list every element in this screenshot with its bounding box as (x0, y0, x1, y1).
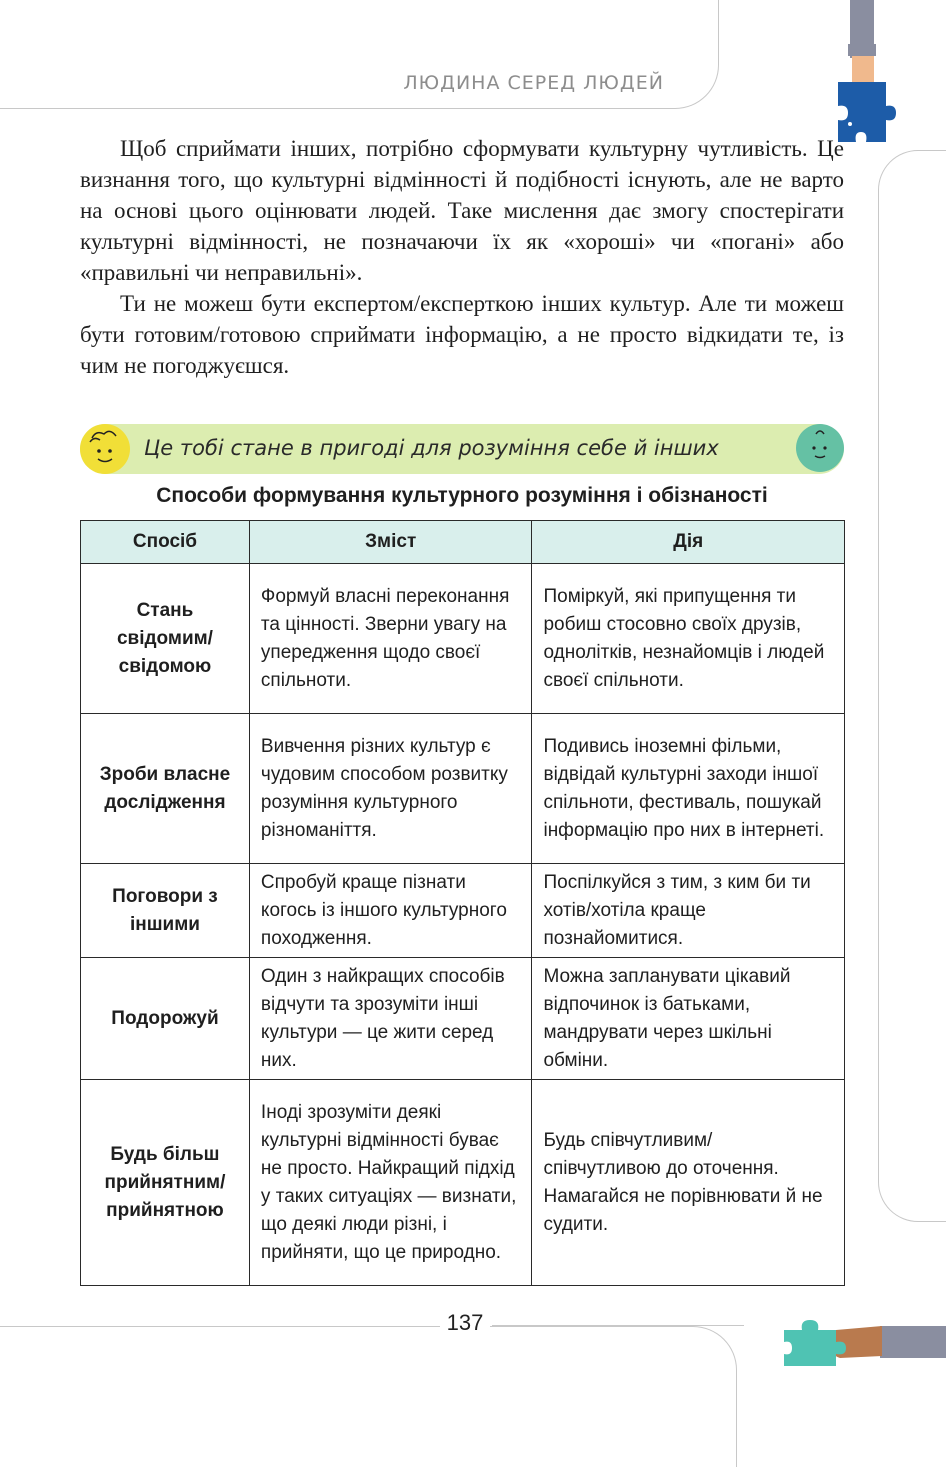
content-cell: Один з найкращих способів відчути та зрозуміти інші культури — це жити серед них. (249, 958, 532, 1080)
table-row (81, 1080, 845, 1286)
method-cell: Поговори з іншими (81, 864, 250, 958)
body-text (80, 133, 844, 381)
method-cell: Будь більш прийнятним/ прийнятною (81, 1080, 250, 1286)
smiley-face-icon (80, 424, 130, 474)
table-header-row (81, 521, 845, 564)
action-cell: Поспілкуйся з тим, з ким би ти хотів/хотіла краще познайомитися. (532, 864, 845, 958)
table-title: Способи формування культурного розуміння і обізнаності (156, 484, 768, 507)
page-frame-bottom (0, 1326, 737, 1467)
footer-rule (492, 1325, 744, 1326)
paragraph: Ти не можеш бути експертом/експерткою інших культур. Але ти можеш бути готовим/готовою сприймати інформацію, а не просто відкидати те, із чим не погоджуєшся. (80, 291, 844, 378)
page-frame-right (878, 150, 946, 1222)
content-cell: Формуй власні переконання та цінності. Зверни увагу на упередження щодо своєї спільноти. (249, 564, 532, 714)
column-header: Зміст (249, 521, 532, 564)
action-cell: Поміркуй, які припущення ти робиш стосовно своїх друзів, однолітків, незнайомців і людей своєї спільноти. (532, 564, 845, 714)
content-cell: Вивчення різних культур є чудовим способом розвитку розуміння культурного різноманіття. (249, 714, 532, 864)
column-header: Спосіб (81, 521, 250, 564)
tip-banner-text: Це тобі стане в пригоді для розуміння себе й інших (144, 436, 719, 460)
methods-table (80, 520, 845, 1286)
page-number: 137 (440, 1310, 490, 1336)
method-cell: Зроби власне дослідження (81, 714, 250, 864)
column-header: Дія (532, 521, 845, 564)
running-header: ЛЮДИНА СЕРЕД ЛЮДЕЙ (403, 72, 664, 94)
hand-puzzle-blue-icon (836, 0, 896, 146)
calm-face-icon (796, 424, 844, 472)
action-cell: Подивись іноземні фільми, відвідай культурні заходи іншої спільноти, фестиваль, пошукай інформацію про них в інтернеті. (532, 714, 845, 864)
action-cell: Можна запланувати цікавий відпочинок із батьками, мандрувати через шкільні обміни. (532, 958, 845, 1080)
method-cell: Стань свідомим/ свідомою (81, 564, 250, 714)
table-row (81, 864, 845, 958)
content-cell: Іноді зрозуміти деякі культурні відмінності буває не просто. Найкращий підхід у таких ситуаціях — визнати, що деякі люди різні, і прийняти, що це природно. (249, 1080, 532, 1286)
method-cell: Подорожуй (81, 958, 250, 1080)
content-cell: Спробуй краще пізнати когось із іншого культурного походження. (249, 864, 532, 958)
table-row (81, 958, 845, 1080)
paragraph: Щоб сприймати інших, потрібно сформувати культурну чутливість. Це визнання того, що культурні відмінності й подібності існують, але не варто на основі цього оцінювати людей. Таке мислення дає змогу спостерігати культурні відмінності, не позначаючи їх як «хороші» чи «погані» або «правильні чи неправильні». (80, 136, 844, 285)
tip-banner (80, 424, 844, 474)
action-cell: Будь співчутливим/ співчутливою до оточення. Намагайся не порівнювати й не судити. (532, 1080, 845, 1286)
hand-puzzle-teal-icon (780, 1312, 946, 1372)
table-row (81, 564, 845, 714)
table-row (81, 714, 845, 864)
